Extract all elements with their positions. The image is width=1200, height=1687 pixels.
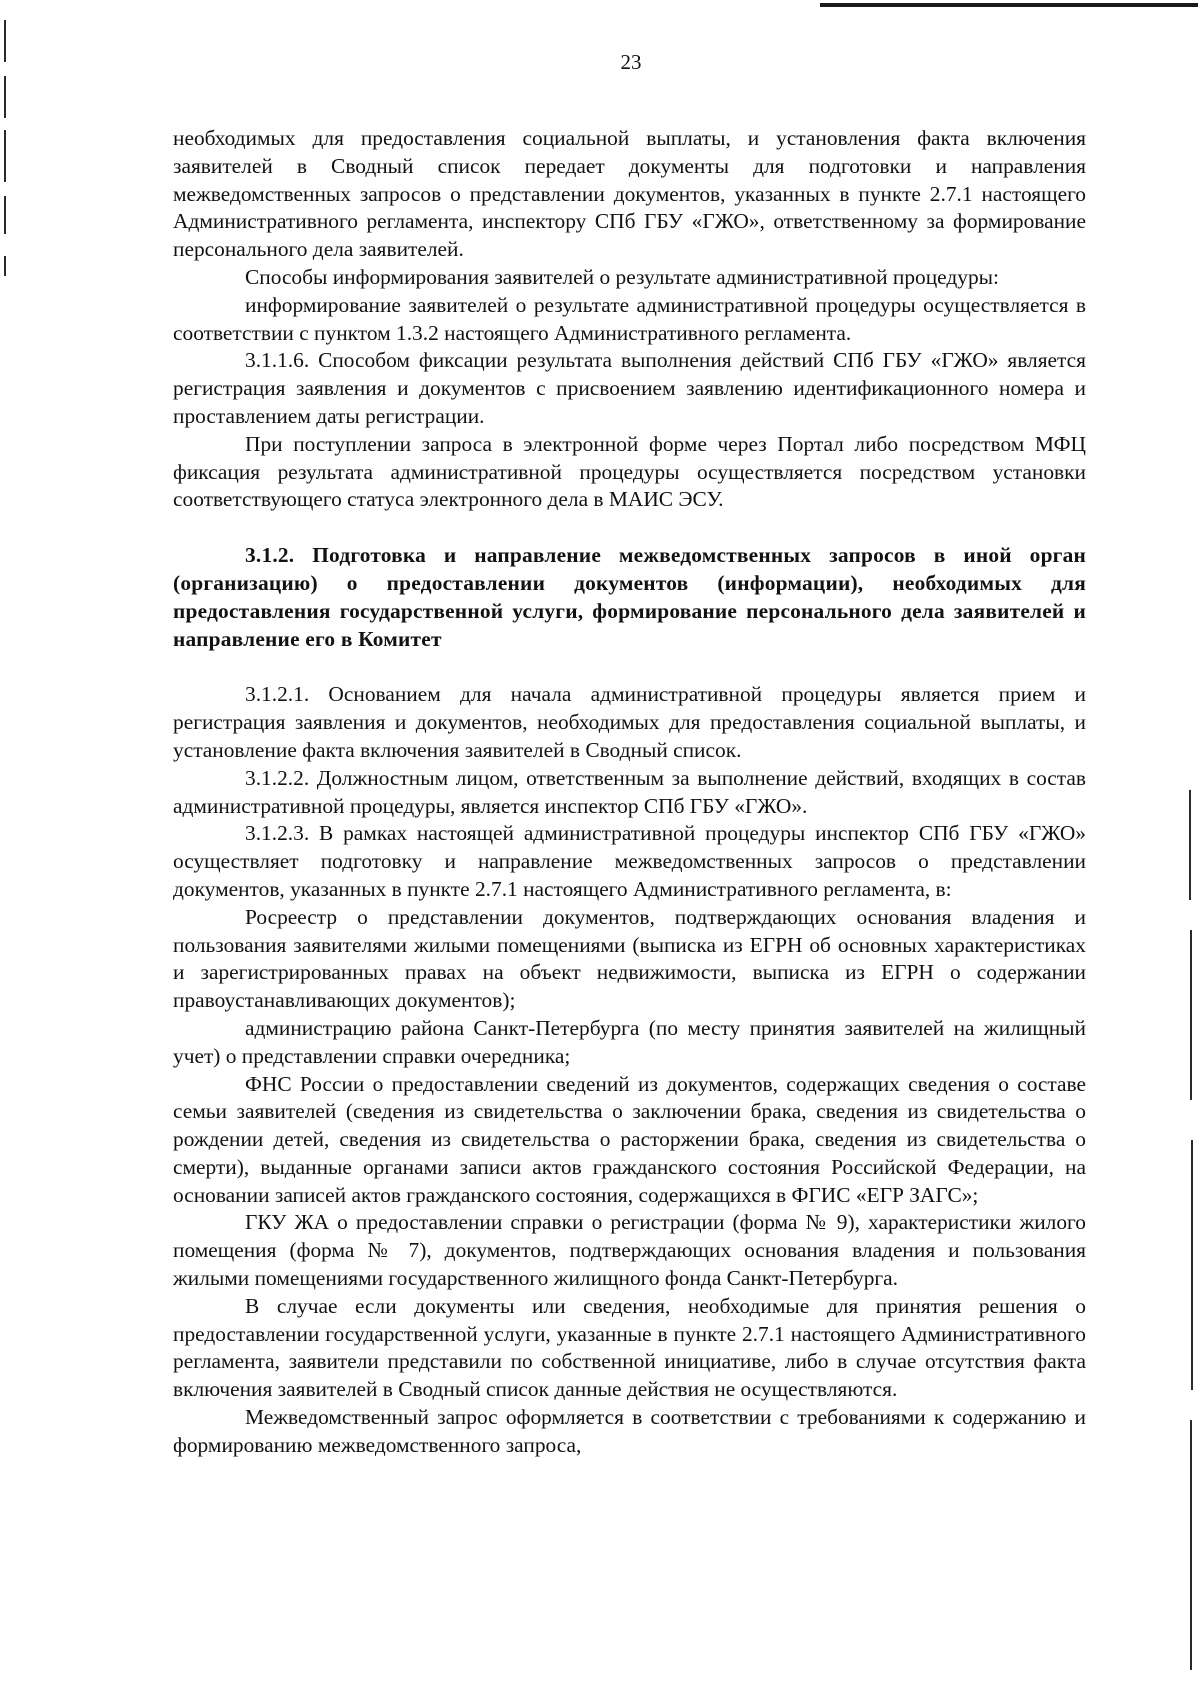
spacer: [173, 653, 1086, 681]
paragraph: Межведомственный запрос оформляется в соответствии с требованиями к содержанию и формированию межведомственного запроса,: [173, 1405, 1086, 1457]
scan-left-mark: [4, 76, 6, 118]
paragraph: 3.1.1.6. Способом фиксации результата выполнения действий СПб ГБУ «ГЖО» является регистрация заявления и документов с присвоением заявлению идентификационного номера и проставлением даты регистрации.: [173, 348, 1086, 428]
paragraph: 3.1.2.1. Основанием для начала административной процедуры является прием и регистрация заявления и документов, необходимых для предоставления социальной выплаты, и установление факта включения заявителей в Сводный список.: [173, 682, 1086, 762]
scan-right-mark: [1190, 1420, 1192, 1670]
paragraph: информирование заявителей о результате административной процедуры осуществляется в соответствии с пунктом 1.3.2 настоящего Административного регламента.: [173, 292, 1086, 345]
scan-right-mark: [1191, 1140, 1193, 1390]
scan-left-mark: [4, 130, 6, 182]
scan-right-mark: [1189, 790, 1191, 900]
paragraph: необходимых для предоставления социальной выплаты, и установления факта включения заявителей в Сводный список передает документы для подготовки и направления межведомственных запросов о представлении документов, указанных в пункте 2.7.1 настоящего Административного регламента, инспектору СПб ГБУ «ГЖО», ответственному за формирование персонального дела заявителей.: [173, 126, 1086, 262]
scan-left-mark: [4, 196, 6, 234]
paragraph: ГКУ ЖА о предоставлении справки о регистрации (форма № 9), характеристики жилого помещения (форма № 7), документов, подтверждающих основания владения и пользования жилыми помещениями государственного жилищного фонда Санкт-Петербурга.: [173, 1210, 1086, 1291]
paragraph: Способы информирования заявителей о результате административной процедуры:: [245, 264, 999, 289]
paragraph: 3.1.2.3. В рамках настоящей административной процедуры инспектор СПб ГБУ «ГЖО» осуществляет подготовку и направление межведомственных запросов о представлении документов, указанных в пункте 2.7.1 настоящего Административного регламента, в:: [173, 821, 1086, 901]
paragraph: администрацию района Санкт-Петербурга (по месту принятия заявителей на жилищный учет) о представлении справки очередника;: [173, 1015, 1086, 1068]
section-heading: 3.1.2. Подготовка и направление межведомственных запросов в иной орган (организацию) о предоставлении документов (информации), необходимых для предоставления государственной услуги, формирование персонального дела заявителей и направление его в Комитет: [173, 543, 1086, 651]
paragraph: 3.1.2.2. Должностным лицом, ответственным за выполнение действий, входящих в состав административной процедуры, является инспектор СПб ГБУ «ГЖО».: [173, 765, 1086, 818]
paragraph: ФНС России о предоставлении сведений из документов, содержащих сведения о составе семьи заявителей (сведения из свидетельства о заключении брака, сведения из свидетельства о рождении детей, сведения из свидетельства о расторжении брака, сведения из свидетельства о смерти), выданные органами записи актов гражданского состояния Российской Федерации, на основании записей актов гражданского состояния, содержащихся в ФГИС «ЕГР ЗАГС»;: [173, 1071, 1086, 1207]
paragraph: В случае если документы или сведения, необходимые для принятия решения о предоставлении государственной услуги, указанные в пункте 2.7.1 настоящего Административного регламента, заявители представили по собственной инициативе, либо в случае отсутствия факта включения заявителей в Сводный список данные действия не осуществляются.: [173, 1293, 1086, 1402]
document-body: [173, 125, 1086, 1460]
scan-right-mark: [1190, 930, 1192, 1100]
scan-left-mark: [4, 256, 6, 276]
spacer: [173, 514, 1086, 542]
paragraph: Росреестр о представлении документов, подтверждающих основания владения и пользования заявителями жилыми помещениями (выписка из ЕГРН об основных характеристиках и зарегистрированных правах на объект недвижимости, выписка из ЕГРН о содержании правоустанавливающих документов);: [173, 904, 1086, 1013]
page-number: 23: [620, 50, 642, 74]
paragraph: При поступлении запроса в электронной форме через Портал либо посредством МФЦ фиксация результата административной процедуры осуществляется посредством установки соответствующего статуса электронного дела в МАИС ЭСУ.: [173, 431, 1086, 512]
scan-top-rule: [820, 3, 1198, 7]
